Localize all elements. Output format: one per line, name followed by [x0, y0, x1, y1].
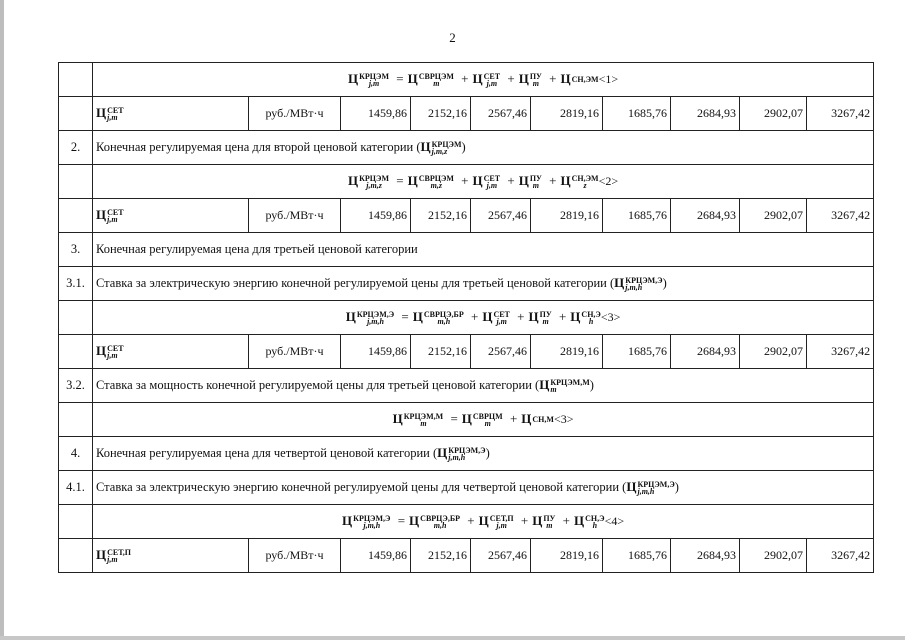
table-row [59, 403, 874, 437]
scan-edge-bottom [0, 636, 905, 640]
value-cell: 2902,07 [740, 199, 807, 233]
value-cell: 2819,16 [531, 97, 603, 131]
formula-cell: Ц КРЦЭМ,Э j,m,h = Ц СВРЦЭ,БР m,h + Ц СЕТ,П j,m + Ц ПУ m + Ц СН,Э h <4> [93, 505, 874, 539]
row-number-cell [59, 165, 93, 199]
value-cell: 2819,16 [531, 335, 603, 369]
description-cell: Ставка за электрическую энергию конечной регулируемой цены для третьей ценовой категории (Ц КРЦЭМ,Э j,m,h ) [93, 267, 874, 301]
row-number-cell: 2. [59, 131, 93, 165]
page-number: 2 [449, 30, 456, 45]
value-cell: 2819,16 [531, 539, 603, 573]
row-number-cell [59, 505, 93, 539]
table-row [59, 301, 874, 335]
description-cell: Ставка за электрическую энергию конечной регулируемой цены для четвертой ценовой категории (Ц КРЦЭМ,Э j,m,h ) [93, 471, 874, 505]
row-number-cell: 3. [59, 233, 93, 267]
table-row [59, 199, 874, 233]
row-number-cell [59, 335, 93, 369]
value-cell: 2684,93 [671, 335, 740, 369]
row-number-cell [59, 403, 93, 437]
value-cell: 2152,16 [411, 335, 471, 369]
value-cell: 2819,16 [531, 199, 603, 233]
value-cell: 1685,76 [603, 539, 671, 573]
table-row [59, 267, 874, 301]
row-number-cell [59, 539, 93, 573]
formula-cell: Ц КРЦЭМ j,m,z = Ц СВРЦЭМ m,z + Ц СЕТ j,m + Ц ПУ m + Ц СН,ЭМ z <2> [93, 165, 874, 199]
formula-cell: Ц КРЦЭМ,Э j,m,h = Ц СВРЦЭ,БР m,h + Ц СЕТ j,m + Ц ПУ m + Ц СН,Э h <3> [93, 301, 874, 335]
value-cell: 1459,86 [341, 97, 411, 131]
symbol-cell: Ц СЕТ j,m [93, 199, 249, 233]
row-number-cell [59, 199, 93, 233]
row-number-cell: 4.1. [59, 471, 93, 505]
value-cell: 2902,07 [740, 97, 807, 131]
row-number-cell [59, 301, 93, 335]
value-cell: 1459,86 [341, 539, 411, 573]
table-row [59, 369, 874, 403]
value-cell: 3267,42 [807, 199, 874, 233]
value-cell: 2152,16 [411, 199, 471, 233]
value-cell: 2684,93 [671, 199, 740, 233]
row-number-cell [59, 97, 93, 131]
value-cell: 2684,93 [671, 97, 740, 131]
value-cell: 1685,76 [603, 199, 671, 233]
value-cell: 1459,86 [341, 199, 411, 233]
description-cell: Конечная регулируемая цена для четвертой ценовой категории (Ц КРЦЭМ,Э j,m,h ) [93, 437, 874, 471]
symbol-cell: Ц СЕТ,П j,m [93, 539, 249, 573]
value-cell: 2567,46 [471, 539, 531, 573]
symbol-cell: Ц СЕТ j,m [93, 97, 249, 131]
table-row [59, 505, 874, 539]
table-row [59, 335, 874, 369]
row-number-cell [59, 63, 93, 97]
unit-cell: руб./МВт·ч [249, 199, 341, 233]
table-row [59, 97, 874, 131]
table-row [59, 437, 874, 471]
formula-cell: Ц КРЦЭМ,М m = Ц СВРЦМ m + Ц СН,М <3> [93, 403, 874, 437]
value-cell: 3267,42 [807, 97, 874, 131]
value-cell: 1459,86 [341, 335, 411, 369]
table-row [59, 233, 874, 267]
table-row [59, 131, 874, 165]
value-cell: 2567,46 [471, 199, 531, 233]
row-number-cell: 4. [59, 437, 93, 471]
tariff-table [58, 62, 874, 573]
value-cell: 1685,76 [603, 97, 671, 131]
value-cell: 2567,46 [471, 97, 531, 131]
unit-cell: руб./МВт·ч [249, 97, 341, 131]
scan-edge-left [0, 0, 4, 640]
table-row [59, 63, 874, 97]
symbol-cell: Ц СЕТ j,m [93, 335, 249, 369]
value-cell: 2152,16 [411, 97, 471, 131]
value-cell: 1685,76 [603, 335, 671, 369]
table-row [59, 539, 874, 573]
unit-cell: руб./МВт·ч [249, 335, 341, 369]
value-cell: 2567,46 [471, 335, 531, 369]
table-row [59, 165, 874, 199]
description-cell: Конечная регулируемая цена для второй ценовой категории (Ц КРЦЭМ j,m,z ) [93, 131, 874, 165]
table-row [59, 471, 874, 505]
description-cell: Ставка за мощность конечной регулируемой цены для третьей ценовой категории (Ц КРЦЭМ,М m ) [93, 369, 874, 403]
formula-cell: Ц КРЦЭМ j,m = Ц СВРЦЭМ m + Ц СЕТ j,m + Ц ПУ m + Ц СН,ЭМ <1> [93, 63, 874, 97]
row-number-cell: 3.2. [59, 369, 93, 403]
value-cell: 2684,93 [671, 539, 740, 573]
value-cell: 2902,07 [740, 335, 807, 369]
value-cell: 2152,16 [411, 539, 471, 573]
value-cell: 3267,42 [807, 539, 874, 573]
value-cell: 3267,42 [807, 335, 874, 369]
value-cell: 2902,07 [740, 539, 807, 573]
unit-cell: руб./МВт·ч [249, 539, 341, 573]
row-number-cell: 3.1. [59, 267, 93, 301]
description-cell: Конечная регулируемая цена для третьей ценовой категории [93, 233, 874, 267]
